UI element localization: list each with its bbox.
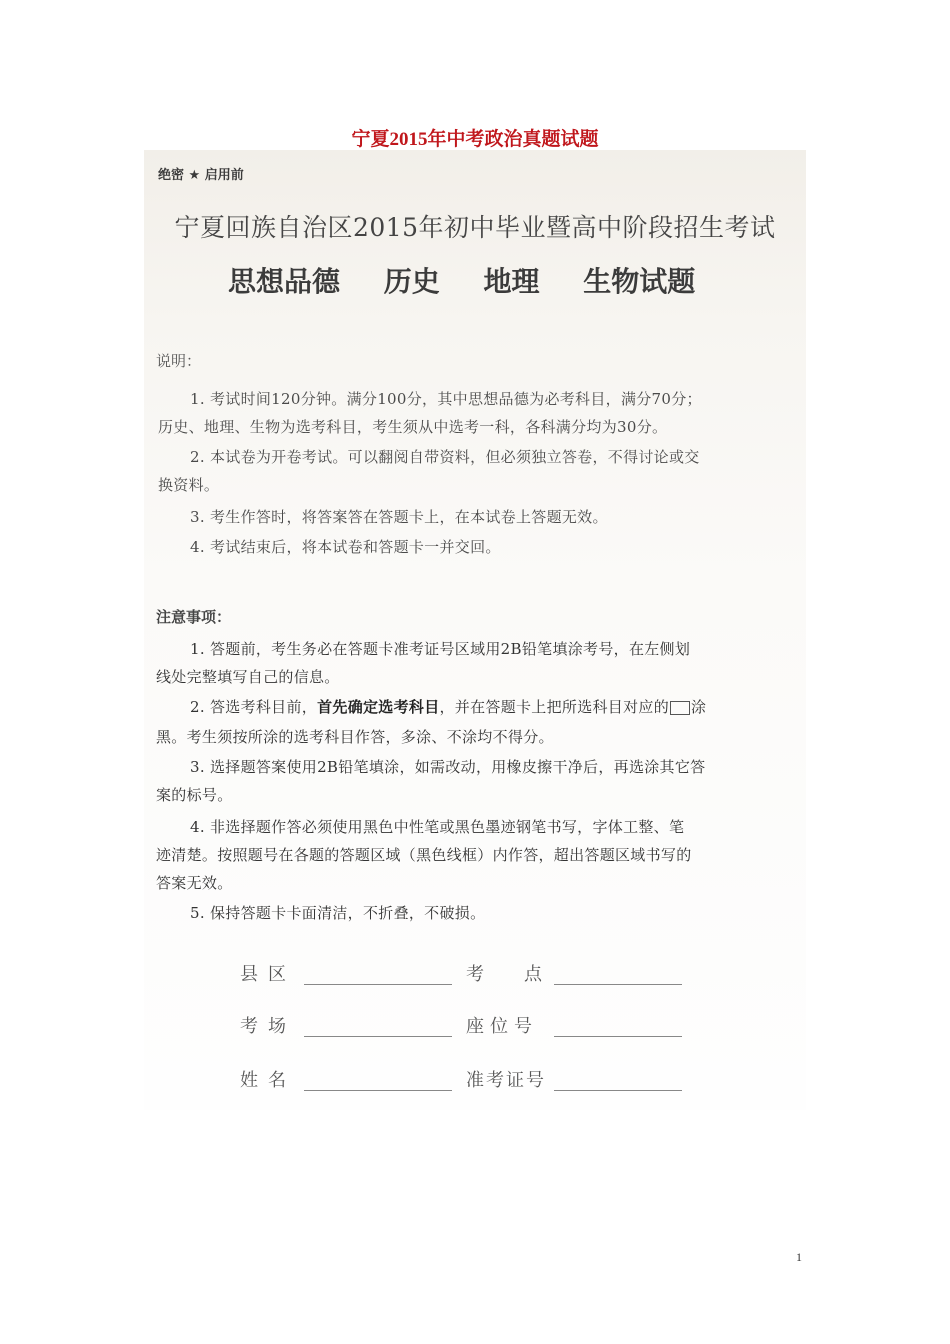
classified-label: 绝密 ★ 启用前 [158, 168, 244, 183]
attention-line: 5. 保持答题卡卡面清洁，不折叠，不破损。 [190, 904, 486, 922]
exam-room-label: 考场 [240, 1016, 296, 1037]
attention-line: 答案无效。 [156, 874, 233, 892]
attention-line: 3. 选择题答案使用2B铅笔填涂，如需改动，用橡皮擦干净后，再选涂其它答 [190, 758, 706, 776]
form-row-name [144, 1066, 806, 1096]
subject-geography: 地理 [483, 265, 540, 298]
county-label: 县区 [240, 964, 296, 985]
exam-room-field-line[interactable] [304, 1036, 452, 1037]
checkbox-symbol [670, 701, 690, 715]
form-row-room [144, 1012, 806, 1042]
emphasis-text: 首先确定选考科目 [317, 698, 440, 716]
form-row-county [144, 960, 806, 990]
note-line: 历史、地理、生物为选考科目，考生须从中选考一科，各科满分均为30分。 [158, 418, 668, 436]
note-line: 换资料。 [158, 476, 220, 494]
subject-history: 历史 [383, 265, 440, 298]
attention-line: 案的标号。 [156, 786, 233, 804]
attention-header: 注意事项： [156, 608, 232, 626]
attention-line: 黑。考生须按所涂的选考科目作答，多涂、不涂均不得分。 [156, 728, 554, 746]
ticket-no-field-line[interactable] [554, 1090, 682, 1091]
page-number: 1 [796, 1250, 802, 1264]
note-line: 3. 考生作答时，将答案答在答题卡上，在本试卷上答题无效。 [190, 508, 608, 526]
exam-title: 宁夏回族自治区2015年初中毕业暨高中阶段招生考试 [174, 213, 776, 242]
name-field-line[interactable] [304, 1090, 452, 1091]
exam-site-field-line[interactable] [554, 984, 682, 985]
name-label: 姓名 [240, 1070, 296, 1091]
seat-no-field-line[interactable] [554, 1036, 682, 1037]
attention-line: 2. 答选考科目前，首先确定选考科目，并在答题卡上把所选科目对应的 涂 [190, 698, 707, 716]
attention-line: 线处完整填写自己的信息。 [156, 668, 340, 686]
exam-site-label: 考点 [466, 964, 582, 985]
attention-line: 1. 答题前，考生务必在答题卡准考证号区域用2B铅笔填涂考号，在左侧划 [190, 640, 691, 658]
subjects-heading [228, 260, 729, 300]
note-line: 2. 本试卷为开卷考试。可以翻阅自带资料，但必须独立答卷，不得讨论或交 [190, 448, 700, 466]
county-field-line[interactable] [304, 984, 452, 985]
scanned-exam-cover [144, 150, 806, 1110]
seat-no-label: 座位号 [466, 1016, 538, 1037]
notes-header: 说明： [156, 352, 202, 370]
note-line: 1. 考试时间120分钟。满分100分，其中思想品德为必考科目，满分70分； [190, 390, 702, 408]
attention-line: 迹清楚。按照题号在各题的答题区域（黑色线框）内作答，超出答题区域书写的 [156, 846, 692, 864]
ticket-no-label: 准考证号 [466, 1070, 546, 1091]
note-line: 4. 考试结束后，将本试卷和答题卡一并交回。 [190, 538, 501, 556]
subject-ethics: 思想品德 [228, 265, 341, 298]
attention-line: 4. 非选择题作答必须使用黑色中性笔或黑色墨迹钢笔书写，字体工整、笔 [190, 818, 685, 836]
document-title: 宁夏2015年中考政治真题试题 [351, 129, 599, 150]
subject-biology: 生物试题 [583, 265, 696, 298]
